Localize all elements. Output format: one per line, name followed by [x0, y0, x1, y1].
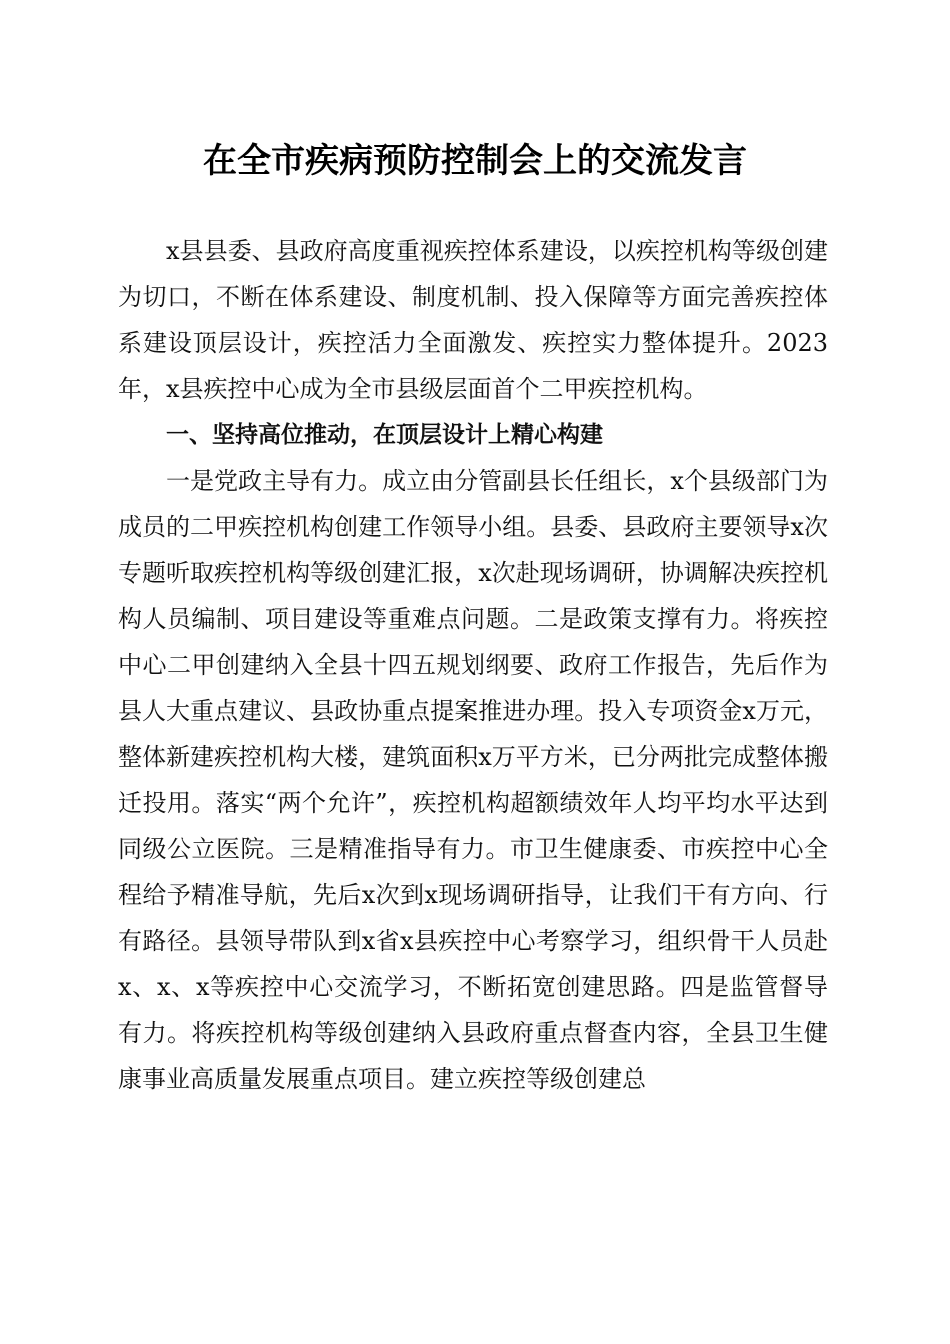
document-body — [118, 228, 828, 1102]
document-title: 在全市疾病预防控制会上的交流发言 — [203, 141, 747, 181]
section-paragraph: 一是党政主导有力。成立由分管副县长任组长，x个县级部门为成员的二甲疾控机构创建工作领导小组。县委、县政府主要领导x次专题听取疾控机构等级创建汇报，x次赴现场调研，协调解决疾控机构人员编制、项目建设等重难点问题。二是政策支撑有力。将疾控中心二甲创建纳入全县十四五规划纲要、政府工作报告，先后作为县人大重点建议、县政协重点提案推进办理。投入专项资金x万元，整体新建疾控机构大楼，建筑面积x万平方米，已分两批完成整体搬迁投用。落实“两个允许”，疾控机构超额绩效年人均平均水平达到同级公立医院。三是精准指导有力。市卫生健康委、市疾控中心全程给予精准导航，先后x次到x现场调研指导，让我们干有方向、行有路径。县领导带队到x省x县疾控中心考察学习，组织骨干人员赴x、x、x等疾控中心交流学习，不断拓宽创建思路。四是监管督导有力。将疾控机构等级创建纳入县政府重点督查内容，全县卫生健康事业高质量发展重点项目。建立疾控等级创建总 — [118, 467, 828, 1093]
section-heading: 一、坚持高位推动，在顶层设计上精心构建 — [166, 422, 603, 448]
intro-paragraph: x县县委、县政府高度重视疾控体系建设，以疾控机构等级创建为切口，不断在体系建设、制度机制、投入保障等方面完善疾控体系建设顶层设计，疾控活力全面激发、疾控实力整体提升。2023年，x县疾控中心成为全市县级层面首个二甲疾控机构。 — [118, 237, 828, 403]
